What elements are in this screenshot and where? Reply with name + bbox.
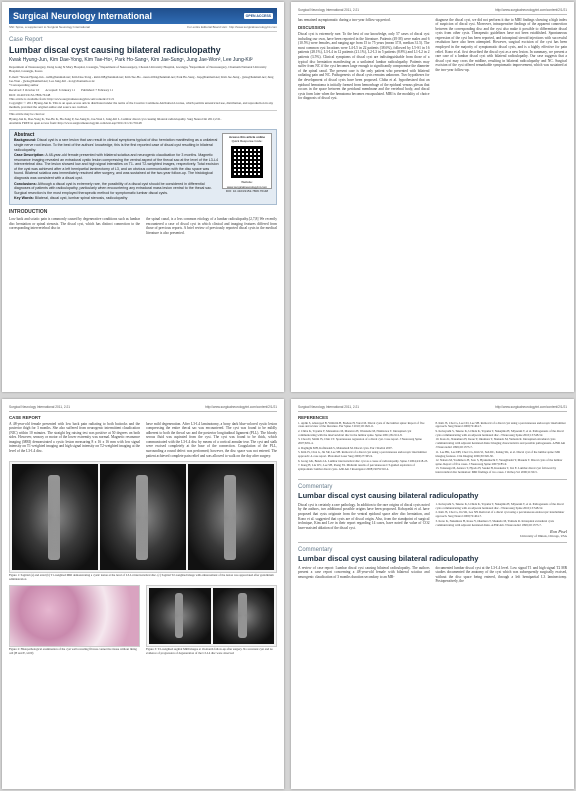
cite-text: Hyung-Jun K, Dae-Yong K, Tae-Ho K, Ho-Sang P, Jae-Sung K, Jae-Won J, Jung-Kil L. Lumbar discal cyst causing bilateral radiculopathy. Surg Neurol Int 2011;2:21. <box>9 116 222 121</box>
page-3 <box>2 399 284 789</box>
access-box-title: Access this article online <box>228 134 265 139</box>
figure-3-caption: Figure 3: T2-weighted sagittal MRI images at 16-month follow-up after surgery. No recurrent cyst and no evidence of progression of degeneration of the L3-L4 disc were observed <box>146 646 273 655</box>
commentary-2-label: Commentary <box>298 546 333 553</box>
case-report-heading: CASE REPORT <box>9 414 41 420</box>
commentary-1-references <box>436 503 568 528</box>
cite-block <box>9 110 277 124</box>
discussion-col-2: diagnose the discal cyst, we did not perform it due to MRI findings showing a high index of suspicion of discal cyst. Moreover, intraoperative findings of the apparent connection between the corresponding disc and the cyst also make it possible to differentiate discal cysts from other cysts. Therapeutic guidelines have not been established. Spontaneous regression of the cyst has been reported, and intraspinal steroid injections with successful resolution have also been attempted. However, surgical excision of the cyst has been employed in the majority of symptomatic discal cysts, and is a highly effective for pain relief. Kono et al. first described the discal cyst as a new lesion. In summary, we present a rare case of a lumbar discal cyst with bilateral radiculopathy. Our case suggests that a discal cyst may cross the midline, resulting in bilateral radiculopathy and NC. Surgical excision of the cyst offered remarkable symptomatic improvement, which was sustained at the two-year follow-up. <box>435 17 567 73</box>
figure-3 <box>146 585 277 647</box>
running-header <box>9 405 277 412</box>
figure-2-histology-image <box>9 585 140 647</box>
commentary-1-text: Discal cyst is certainly a rare pathology. In addition to the rare origins of discal cysts noted by the authors, two additional possible origins have been proposed. Kobayashi et al. have proposed that cysts originate from the ventral epidural space after disc herniation, and Kono et al. suggested that cysts are of discal origin. Also, from the standpoint of surgical technique, Kim and Lee in their report regarding 14 cases, have noted the value of CO2 laser-assisted ablation of the discal cyst. <box>298 502 430 530</box>
running-header <box>298 405 567 412</box>
access-box-doi[interactable]: DOI: 10.4103/2152-7806.76148 <box>225 189 269 194</box>
subbanner-left: SNI: Spine, a supplement to Surgical Neurology International <box>9 25 90 29</box>
reference-item: 3. Chou D, Smith JS, Chin CT. Spontaneous regression of a discal cyst. Case report. J Neurosurg Spine 2007;6:81-4. <box>298 437 422 446</box>
received-date: Received: 3 October 10 <box>9 88 40 93</box>
abstract-background: Background: Discal cyst is a rare lesion that can result in clinical symptoms typical of disc herniation manifesting as a unilateral single nerve root lesion. To the best of the authors' knowledge, this is the first reported case of discal cyst resulting in bilateral radiculopathy. <box>14 138 218 152</box>
abstract-box <box>9 129 277 205</box>
reference-item: 4. Daghighi MH, Kafilzadeh S, Mohamadi M. Discal cysts. Eur J Radiol 2007. <box>298 445 393 450</box>
reference-item: 1. Aydin S, Abuzayed B, Yildirim H, Bozkus H, Vural M. Discal cysts of the lumbar spine: Report of five cases and review of the literature. Eur Spine J 2010;19:1621-6. <box>298 420 425 429</box>
reference-item: 5. Kim JS, Choi G, Jin SR, Lee SH. Removal of a discal cyst using a percutaneous endoscopic interlaminar approach: A case report. Photomed Laser Surg 2009;27:365-9. <box>298 450 427 459</box>
case-col-2: have mild degeneration. After L3-L4 laminotomy, a bony dark blue-colored cystic lesion compressing the entire thecal sac was encountered. The cyst was found to be mildly adherent to both the thecal sac and the posterior longitudinal ligament (PLL). The bloody serous fluid was aspirated from the cyst. The cyst was found to be thick, which communicated with the L3-L4 disc by means of a cortical annular tear. The cyst and stalk were excised completely at the base of the connection. Coagulation of the PLL, surrounding a round defect was performed; however, the disc space was not entered. The patient achieved complete pain relief and was allowed to walk on the day after surgery. <box>146 421 277 458</box>
author-list: Kwak Hyung-Jun, Kim Dae-Yong, Kim Tae-Ho¹, Park Ho-Sang¹, Kim Jae-Sung¹, Jung Jae-Won², Lee Jung-Kil² <box>9 57 253 63</box>
article-url[interactable]: This article is available from: http://www.surgicalneurologyint.com/content/2/1/21 <box>9 96 115 101</box>
figure-1-caption: Figure 1: Sagittal (a) and axial (b) T1-weighted MRI demonstrating a cystic lesion at the level of L3-L4 intervertebral disc. (c) Sagittal T2-weighted image with enhancement of the lesion was appreciated after gadolinium administration <box>9 573 274 582</box>
commentary-1-label: Commentary <box>298 483 333 490</box>
access-box-website[interactable]: Website: www.surgicalneurologyint.com <box>226 179 268 189</box>
article-type: Case Report <box>9 37 43 43</box>
journal-name: Surgical Neurology International <box>13 11 153 21</box>
copyright: Copyright: © 2011 Hyung-Jun K. This is an open-access article distributed under the terms of the Creative Commons Attribution License, which permits unrestricted use, distribution, and reproduction in any medium, provided the original author and source are credited. <box>9 100 274 109</box>
commentary-1-title: Lumbar discal cyst causing bilateral radiculopathy <box>298 490 479 500</box>
doi[interactable]: DOI: 10.4103/2152-7806.76148 <box>9 92 51 97</box>
page-4 <box>291 399 574 789</box>
runhead-left: Surgical Neurology International 2011, 2:21 <box>298 8 360 12</box>
abstract-heading: Abstract <box>14 131 35 138</box>
reference-item: 3. Kono K, Nakamura H, Inoue Y, Okamura T, Shakudo M, Yamada R. Intraspinal extradural cysts communicating with adjacent herniated disks. AJNR Am J Neuroradiol 1999;20:1373-7. <box>435 518 554 527</box>
affiliation: Department of Neurosurgery, Dong Gang St Mary Hospital, Gwangju, ¹Department of Neurosurgery, Chosun University Hospital, Gwangju, ²Department of Neurosurgery, Chonnam National University Hospital, Gwangju, Korea <box>9 65 267 74</box>
reference-item: 13. Tokunaga M, Aizawa T, Hyodo H, Sasaki H, Kusakabe T, Itoi E. Lumbar discal cyst followed by intervertebral disc herniation: MRI findings of two cases. J Orthop Sci 2006;11:90-5. <box>435 466 557 475</box>
runhead-right[interactable]: http://www.surgicalneurologyint.com/content/2/1/21 <box>205 405 277 409</box>
reference-item: 2. Kim JS, Choi G, Jin SR, Lee SH. Removal of a discal cyst using a percutaneous endoscopic interlaminar approach. Surg Neurol 2009;72:404-7. <box>435 510 565 519</box>
reference-item: 6. Jeong GK, Bendo JA. Lumbar intervertebral disc cyst as a cause of radiculopathy. Spine J 2004;4:218-23. <box>298 458 429 463</box>
page-2 <box>291 2 574 392</box>
access-box-qr-label: Quick Response Code: <box>231 139 263 144</box>
mri-followup-image-a <box>149 588 211 644</box>
published-date: Published: 7 February 11 <box>81 88 114 93</box>
mri-sagittal-t1-image <box>12 464 98 570</box>
mri-axial-t1-image <box>100 464 186 570</box>
intro-col-1: Low back and sciatic pain is commonly caused by degenerative conditions such as lumbar disc herniation or spinal stenosis. The discal cyst, which has distinct connection to the corresponding intervertebral disc in <box>9 217 140 231</box>
case-col-1: A 48-year-old female presented with low back pain radiating to both buttocks and the posterior thigh for 3 months. She also suffered from neurogenic intermittent claudication (NIC) within 10 minutes. The straight leg raising test was positive at 50 degrees on both sides. However, sensory or motor of the lower extremity was normal. Magnetic resonance imaging (MRI) demonstrated a cystic lesion measuring 8 x 16 x 16 mm with low signal intensity on T1-weighted imaging and high signal intensity on T2-weighted imaging at the level of the L3-L4 disc. <box>9 421 140 454</box>
references-col-2 <box>436 422 568 476</box>
references-heading: REFERENCES <box>298 414 329 420</box>
mri-sagittal-t2-image <box>188 464 274 570</box>
figure-1 <box>9 461 277 573</box>
reference-item: 12. Nabeta M, Yoshimoto H, Sato S, Hyakumachi T, Yanagibashi Y, Masuda T. Discal cysts of the lumbar spine. Report of five cases. J Neurosurg Spine 2007;6:85-9. <box>435 458 563 466</box>
reference-item: 7. Kang H, Liu WC, Lee SH, Paeng SS. Midterm results of percutaneous CT-guided aspiration of symptomatic lumbar discal cysts. AJR Am J Roentgenol 2008;190:W310-4. <box>298 463 415 472</box>
runhead-right[interactable]: http://www.surgicalneurologyint.com/content/2/1/21 <box>495 8 567 12</box>
divider <box>298 542 567 543</box>
reference-item: 9. Kobayashi S, Takeno K, Uchida K, Yayama T, Nakajima H, Miyazaki T, et al. Pathogenesis of the discal cysts communicating with an adjacent herniated disc. J Neurosurg Spine 2010;13:548-52. <box>435 428 564 437</box>
article-title: Lumbar discal cyst causing bilateral radiculopathy <box>9 45 221 55</box>
open-access-badge: OPEN ACCESS <box>245 14 271 18</box>
reference-item: 2. Chiba K, Toyama Y, Matsumoto M, Maruiwa H, Watanabe M, Nishizawa T. Intraspinal cyst communicating with the intervertebral disc in the lumbar spine. Spine 2001;26:2112-8. <box>298 428 412 437</box>
abstract-case-description: Case Description: A 48-year-old female presented with bilateral sciatica and neurogenic claudication for 3 months. Magnetic resonance imaging revealed an extradural cystic lesion compressing the ventral aspect of the thecal sac at the level of the L3-L4 intervertebral disc. The lesion showed low and high signal intensities on T1- and T2-weighted images, respectively. Total excision of the cyst was achieved after a left hemipartial laminectomy of L3, and an obvious communication with the disc space was found. Bilateral sciatica was immediately resolved after surgery, and was sustained at the two-year follow-up. The histological diagnosis was consistent with a discal cyst. <box>14 153 219 181</box>
subbanner-right[interactable]: For entire Editorial Board visit : http://www.surgicalneurologyint.com <box>187 25 277 29</box>
journal-subbanner <box>9 24 277 32</box>
figure-2-caption: Figure 2: Histopathological examination of the cyst wall revealing fibrous connective tissue without lining cell (H and E, x100) <box>9 646 137 655</box>
reference-item: 8. Kim JS, Choi G, Lee CD, Lee SH. Removal of a discal cyst using a percutaneous endoscopic interlaminar approach. Surg Neurol 2009;72:404-7. <box>435 420 566 429</box>
reference-item: 11. Lee HK, Lee DH, Choi CG, Kim SJ, Suh DC, Kahng SK, et al. Discal cyst of the lumbar spine: MR imaging features. Clin Imaging 2006;30:326-30. <box>435 449 560 458</box>
intro-col-2: the spinal canal, is a less common etiology of a lumbar radiculopathy.[2,7,8] We recently encountered a case of discal cyst in which clinical and imaging features differed from those of previous reports. A brief review of previously reported discal cysts in the medical literature is also presented. <box>146 217 277 235</box>
divider <box>298 479 567 480</box>
runhead-left: Surgical Neurology International 2011, 2:21 <box>9 405 71 409</box>
references-col-1 <box>298 422 430 476</box>
page-1 <box>2 2 284 392</box>
running-header <box>298 8 567 15</box>
qr-code-icon[interactable] <box>231 146 263 178</box>
discussion-heading: DISCUSSION <box>298 25 326 31</box>
mri-followup-image-b <box>213 588 275 644</box>
commentary-2-col-1: A review of case report: Lumbar discal cyst causing bilateral radiculopathy. The authors present a case report concerning a 48-year-old female with bilateral sciatica and neurogenic claudication of 3 months duration secondary to an MR- <box>298 565 430 579</box>
author-emails[interactable]: E-mail: *Kwak Hyung-Jun - ns96@hanmail.net; Kim Dae-Yong - kim1208@hanmail.net; Kim Tae-Ho - neuro1004@hanmail.net; Park Ho-Sang - hsp@hanmail.net; Kim Jae-Sung - jjsns@hanmail.net; Jung Jae-Won - jjwns@hanmail.net; Lee Jung-Kil - ns1@chonnam.ac.kr <box>9 74 274 83</box>
cite-label: This article may be cited as: <box>9 112 45 117</box>
journal-banner <box>9 8 277 24</box>
abstract-keywords: Key Words: Bilateral, discal cyst, lumbar spinal stenosis, radiculopathy <box>14 196 128 201</box>
commentary-2-col-2: documented lumbar discal cyst at the L3-L4 level. Low signal T1 and high signal T2 MR studies documented the anatomy of the cyst which was subsequently surgically excised, without the disc space being entered, through a left hemipartial L3 laminectomy. Postoperatively, the <box>435 565 567 584</box>
commentary-2-title: Lumbar discal cyst causing bilateral radiculopathy <box>298 553 479 563</box>
reference-item: 1. Kobayashi S, Takeno K, Uchida K, Yayama T, Nakajima H, Miyazaki T, et al. Pathogenesis of the discal cysts communicating with an adjacent herniated disc. J Neurosurg Spine 2010;13:548-52. <box>435 501 564 510</box>
corresponding-note: *Corresponding author <box>9 82 39 87</box>
p2-col1-intro: has remained asymptomatic during a two-year follow-up period. <box>298 17 391 22</box>
runhead-left: Surgical Neurology International 2011, 2:21 <box>298 405 360 409</box>
runhead-right[interactable]: http://www.surgicalneurologyint.com/content/2/1/21 <box>495 405 567 409</box>
accepted-date: Accepted: 6 January 11 <box>45 88 76 93</box>
abstract-conclusions: Conclusions: Although a discal cyst is extremely rare, the possibility of a discal cyst should be considered in differential diagnoses of patients with radiculopathy, particularly when encountering any extradural mass lesion ventral to the thecal sac. Surgical resection is the most employed therapeutic method for symptomatic lumbar discal cysts. <box>14 181 212 195</box>
cite-url[interactable]: Available FREE in open access from: http://www.surgicalneurologyint.com/text.asp?2011/2/1/21/76148 <box>9 120 142 125</box>
intro-heading: INTRODUCTION <box>9 209 48 216</box>
reference-item: 10. Kono K, Nakamura H, Inoue Y, Okamura T, Shakudo M, Yamada R. Intraspinal extradural cysts communicating with adjacent herniated disks: Imaging characteristics and possible pathogenesis. AJNR Am J Neuroradiol 1999;20:1373-7. <box>435 437 566 450</box>
access-box <box>222 133 272 194</box>
discussion-col-1: Discal cyst is extremely rare. To the best of our knowledge, only 57 cases of discal cyst including our own, have been reported in the literature. Patients (49 M) were males and 6 (10.5%) were females, and ranging age from 15 to 75 years (mean 37.8, median 31.5). The most common cyst locations were L4-L5 in 22 patients (38.6%), followed by L5-S1 in 16 patients (28.1%), L3-L4 in 12 patients (21.1%), L2-L3 in 5 patients (8.8%) and L1-L2 in 2 patients (3.5%). Clinical symptoms of discal cyst are indistinguishable from those of a typical disc herniation manifesting as a unilateral lumbar radiculopathy. Patients may suffer from NC if the cyst becomes large enough to significantly compromise the diameter of the spinal canal. The present case is the only patient who presented with bilateral radiating pain and NC. Pathogenesis of discal cysts remains unknown. Two hypotheses for the development of discal cysts have been proposed. Chiba et al. hypothesized that an epidural hematoma is initially formed from hemorrhage of the epidural venous plexus that occurs in the space between the peridural membrane and the vertebral body, and discal cysts form later when the hematoma becomes encapsulated. MRI is the modality of choice for diagnosis of discal cyst. <box>298 32 430 101</box>
commentary-1-signature: Ron Pisel University of Illinois, Chicago, USA <box>520 529 567 539</box>
